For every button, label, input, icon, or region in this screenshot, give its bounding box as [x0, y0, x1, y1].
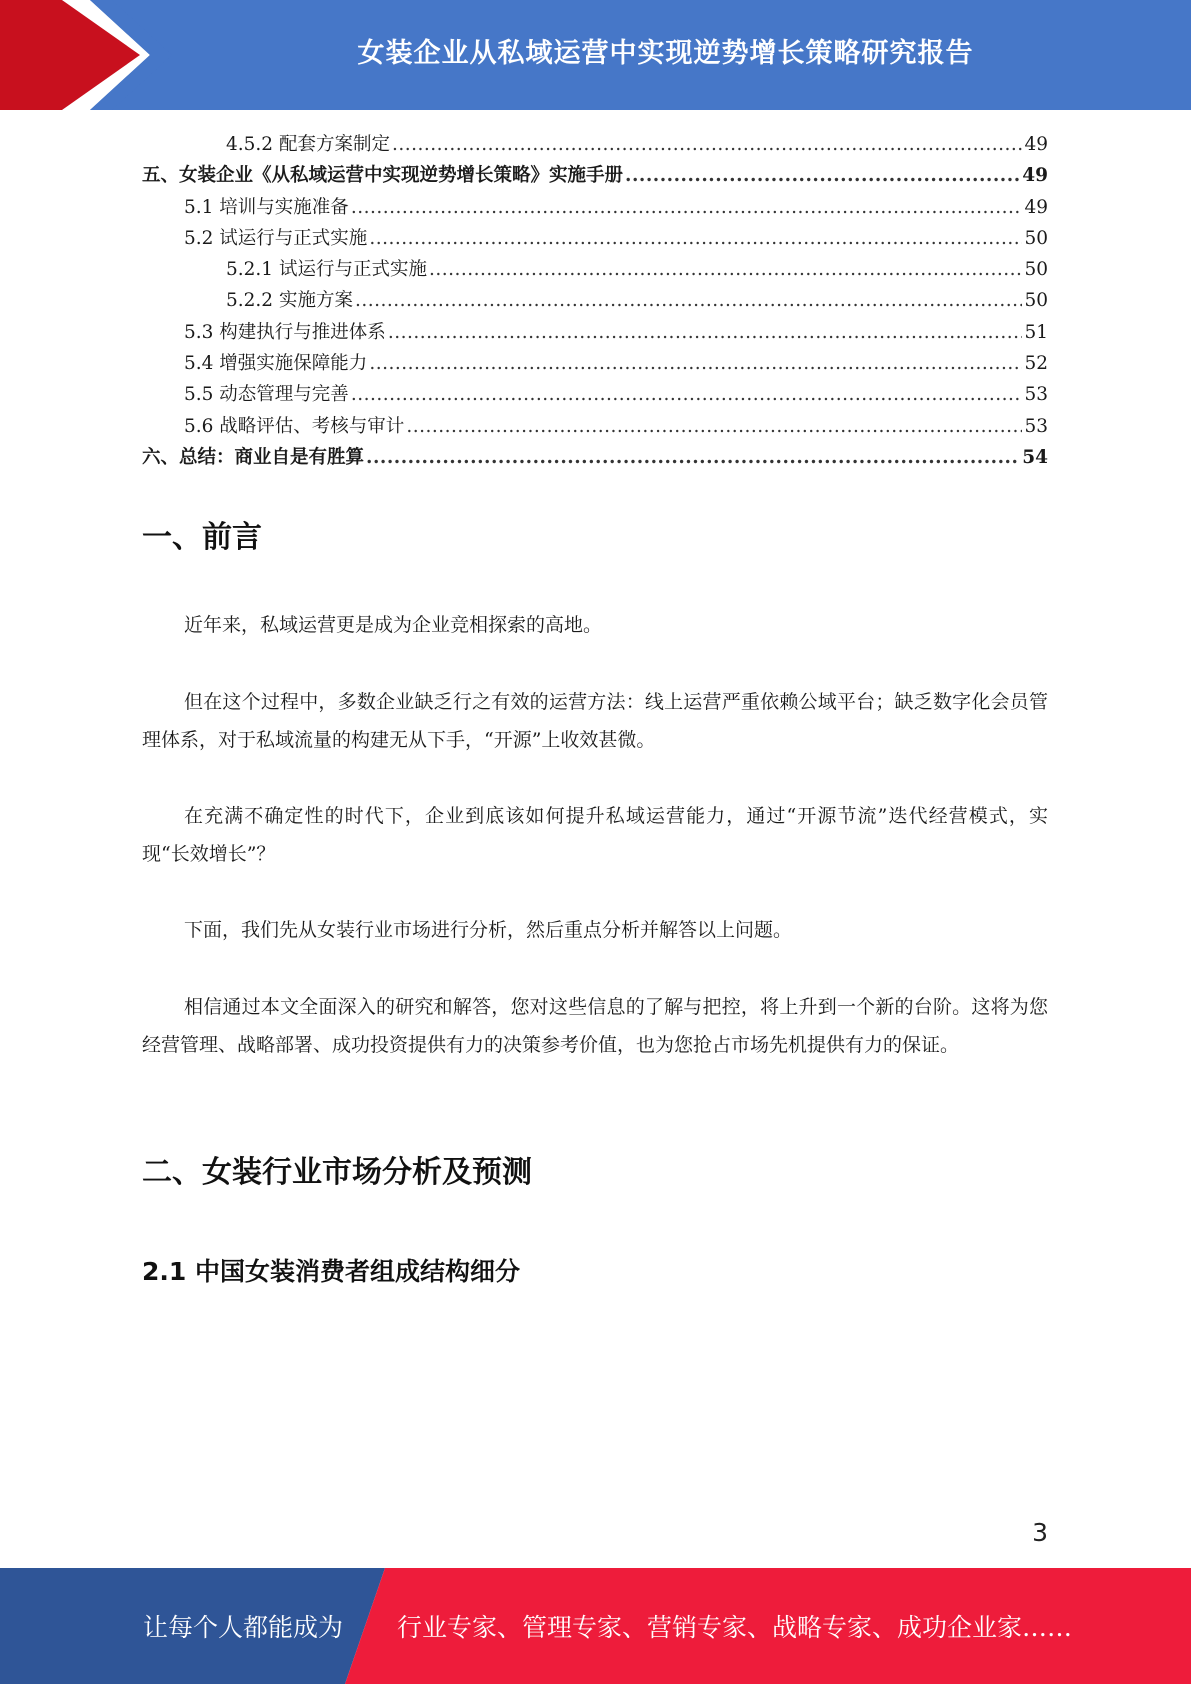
toc-entry[interactable] — [142, 254, 1048, 285]
footer-slogan-left: 让每个人都能成为 — [143, 1613, 344, 1642]
toc-leader — [388, 317, 1023, 348]
toc-entry-label: 六、总结：商业自是有胜算 — [142, 446, 365, 468]
toc-entry[interactable] — [142, 379, 1048, 410]
subsection-heading: 2.1 中国女装消费者组成结构细分 — [142, 1257, 520, 1286]
toc-entry-label: 5.6 战略评估、考核与审计 — [184, 415, 405, 437]
toc-entry-label: 5.2.1 试运行与正式实施 — [226, 259, 427, 281]
toc-entry[interactable] — [142, 411, 1048, 442]
paragraph: 近年来，私域运营更是成为企业竞相探索的高地。 — [184, 614, 603, 636]
toc-entry[interactable] — [142, 285, 1048, 316]
paragraph: 在充满不确定性的时代下，企业到底该如何提升私域运营能力，通过“开源节流”迭代经营模式，实现“长效增长”？ — [142, 805, 1048, 865]
toc-leader — [351, 379, 1023, 410]
toc-leader — [625, 160, 1020, 191]
toc-entry-label: 5.4 增强实施保障能力 — [184, 353, 368, 375]
toc-entry-label: 4.5.2 配套方案制定 — [226, 134, 390, 155]
toc-leader — [429, 254, 1022, 285]
toc-leader — [355, 285, 1023, 316]
section-heading-preface: 一、前言 — [142, 520, 262, 555]
toc-page-number: 52 — [1024, 353, 1048, 375]
report-title: 女装企业从私域运营中实现逆势增长策略研究报告 — [357, 37, 974, 69]
toc-leader — [366, 442, 1020, 473]
toc-page-number: 50 — [1024, 259, 1048, 281]
toc-leader — [351, 192, 1023, 223]
toc-page-number: 50 — [1024, 290, 1048, 312]
toc-entry-label: 5.1 培训与实施准备 — [184, 196, 349, 218]
page-number: 3 — [1032, 1518, 1048, 1547]
toc-leader — [369, 348, 1022, 379]
toc-leader — [369, 223, 1022, 254]
toc-entry-label: 5.5 动态管理与完善 — [184, 384, 349, 406]
toc-page-number: 49 — [1022, 165, 1048, 187]
toc-page-number: 54 — [1022, 446, 1048, 468]
section-heading-market-analysis: 二、女装行业市场分析及预测 — [142, 1155, 532, 1190]
toc-leader — [406, 411, 1022, 442]
toc-entry[interactable] — [142, 129, 1048, 160]
toc-entry[interactable] — [142, 442, 1048, 473]
toc-entry[interactable] — [142, 160, 1048, 191]
page-header — [0, 0, 1191, 110]
toc-page-number: 50 — [1024, 227, 1048, 249]
toc-entry-label: 五、女装企业《从私域运营中实现逆势增长策略》实施手册 — [142, 165, 624, 187]
toc-leader — [392, 129, 1022, 160]
toc-entry-label: 5.3 构建执行与推进体系 — [184, 321, 386, 343]
toc-page-number: 49 — [1024, 196, 1048, 218]
toc-entry-label: 5.2 试运行与正式实施 — [184, 227, 368, 249]
paragraph: 下面，我们先从女装行业市场进行分析，然后重点分析并解答以上问题。 — [184, 919, 793, 941]
toc-entry[interactable] — [142, 348, 1048, 379]
paragraph: 相信通过本文全面深入的研究和解答，您对这些信息的了解与把控，将上升到一个新的台阶。这将为您经营管理、战略部署、成功投资提供有力的决策参考价值，也为您抢占市场先机提供有力的保证。 — [142, 996, 1048, 1056]
toc-page-number: 53 — [1024, 415, 1048, 437]
table-of-contents — [142, 129, 1048, 473]
toc-page-number: 51 — [1024, 321, 1048, 343]
toc-entry[interactable] — [142, 192, 1048, 223]
toc-entry[interactable] — [142, 317, 1048, 348]
paragraph: 但在这个过程中，多数企业缺乏行之有效的运营方法：线上运营严重依赖公域平台；缺乏数字化会员管理体系，对于私域流量的构建无从下手，“开源”上收效甚微。 — [142, 691, 1048, 751]
footer-slogan-right: 行业专家、管理专家、营销专家、战略专家、成功企业家…… — [397, 1613, 1073, 1642]
toc-entry[interactable] — [142, 223, 1048, 254]
toc-entry-label: 5.2.2 实施方案 — [226, 290, 353, 312]
page-footer — [0, 1568, 1191, 1684]
toc-page-number: 49 — [1024, 134, 1048, 155]
toc-page-number: 53 — [1024, 384, 1048, 406]
